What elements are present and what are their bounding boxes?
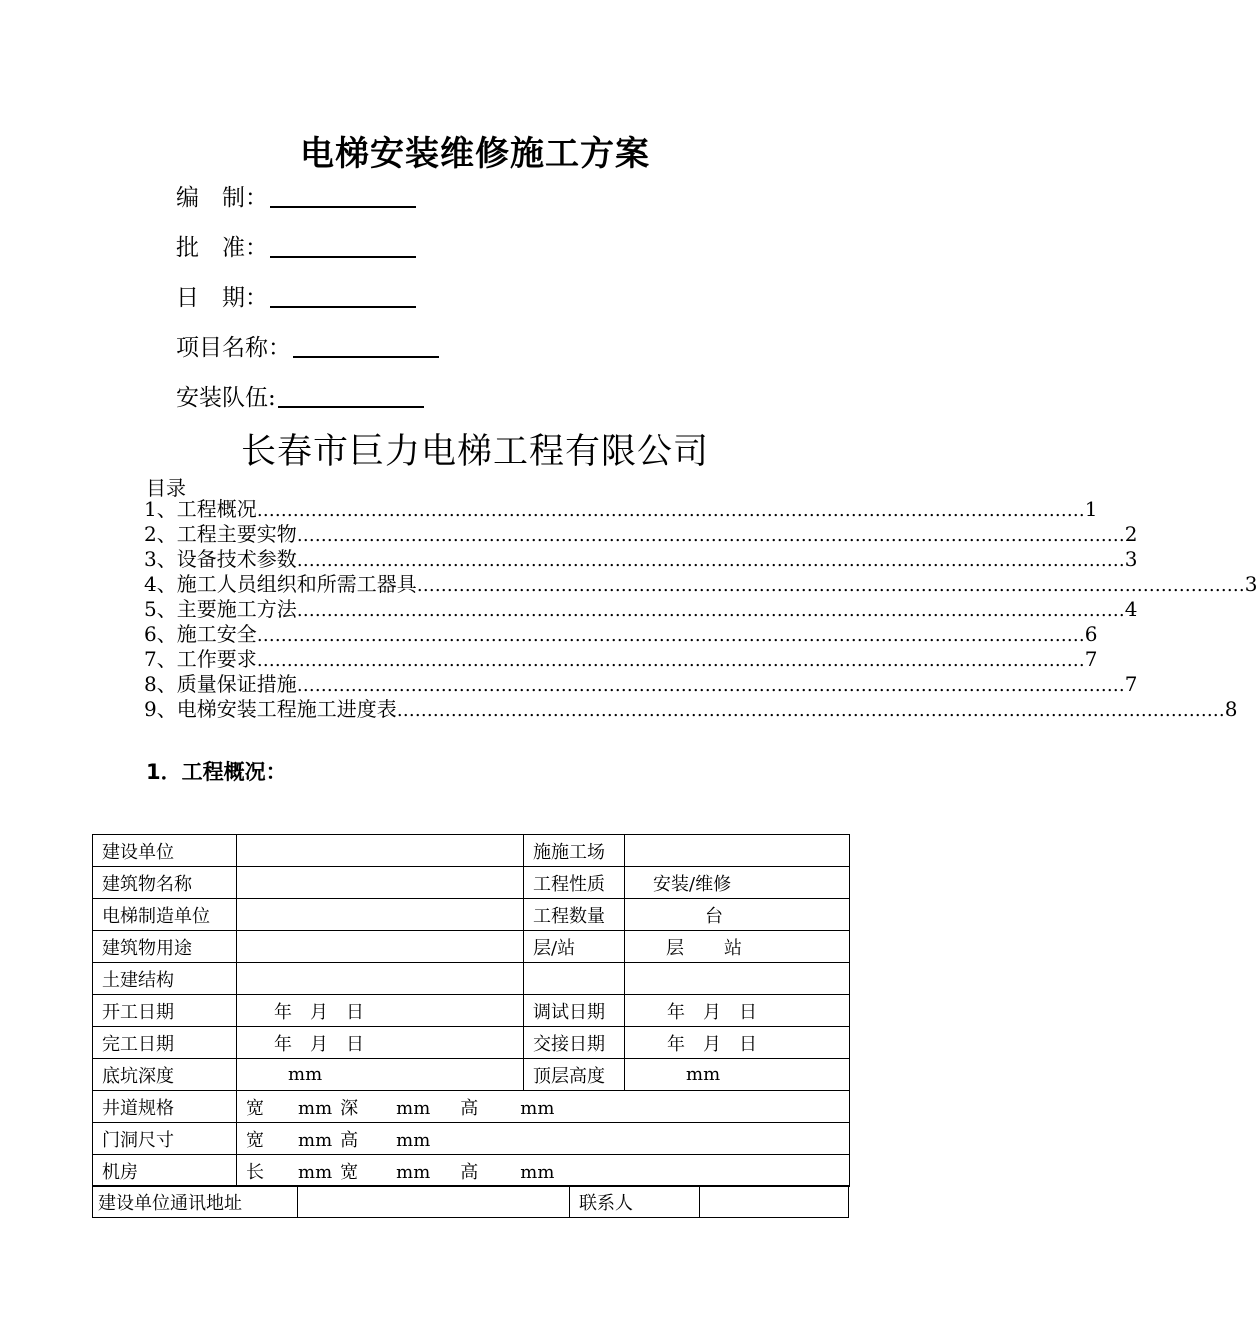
toc-item-page: 6 [1084, 622, 1098, 646]
cell-value[interactable]: 年 月 日 [625, 995, 850, 1027]
document-title: 电梯安装维修施工方案 [300, 134, 650, 174]
cell-label: 建设单位通讯地址 [93, 1186, 298, 1218]
toc-item-text: 8、质量保证措施 [144, 672, 297, 696]
cell-label: 完工日期 [93, 1027, 237, 1059]
toc-item-page: 1 [1084, 497, 1098, 521]
field-date [176, 282, 416, 314]
toc-item-text: 5、主要施工方法 [144, 597, 297, 621]
toc-item-text: 6、施工安全 [144, 622, 257, 646]
toc-item-page: 3 [1124, 547, 1138, 571]
cell-value[interactable]: 安装/维修 [625, 867, 850, 899]
field-label: 批 准： [176, 235, 268, 261]
section-heading: 1．工程概况： [146, 760, 287, 784]
cell-label: 联系人 [570, 1186, 700, 1218]
cell-value[interactable]: 年 月 日 [237, 1027, 524, 1059]
cell-value[interactable] [237, 1123, 850, 1155]
height-label: 高 [340, 1129, 359, 1151]
field-label: 项目名称： [176, 335, 291, 361]
unit: mm [396, 1161, 431, 1183]
cell-label: 建筑物用途 [93, 931, 237, 963]
toc-item[interactable] [144, 572, 1257, 597]
field-approved-by [176, 232, 416, 264]
toc-leader: ………………………………………………………………………………………………………………………… [256, 650, 1085, 671]
company-name: 长春市巨力电梯工程有限公司 [240, 432, 709, 472]
floors-label: 层 [666, 937, 684, 959]
depth-label: 深 [340, 1097, 359, 1119]
toc-item[interactable] [144, 522, 1138, 547]
cell-label: 交接日期 [524, 1027, 625, 1059]
table-row [93, 867, 850, 899]
cell-label: 顶层高度 [524, 1059, 625, 1091]
toc-item[interactable] [144, 622, 1098, 647]
toc-leader: ………………………………………………………………………………………………………………………… [296, 675, 1125, 696]
toc-item[interactable] [144, 672, 1138, 697]
blank-line[interactable] [270, 182, 416, 208]
cell-value[interactable] [237, 835, 524, 867]
table-row [93, 1027, 850, 1059]
toc-item-page: 2 [1124, 522, 1138, 546]
cell-label: 工程性质 [524, 867, 625, 899]
cell-value[interactable]: mm [625, 1059, 850, 1091]
table-row [93, 963, 850, 995]
toc-item-text: 2、工程主要实物 [144, 522, 297, 546]
blank-line[interactable] [270, 282, 416, 308]
table-row [93, 1155, 850, 1187]
stations-label: 站 [724, 937, 742, 959]
toc-item-page: 3 [1244, 572, 1257, 596]
cell-label: 门洞尺寸 [93, 1123, 237, 1155]
table-row [93, 1186, 849, 1218]
toc-item-page: 4 [1124, 597, 1138, 621]
cell-label: 施施工场 [524, 835, 625, 867]
cell-value[interactable]: 台 [625, 899, 850, 931]
toc-item-text: 7、工作要求 [144, 647, 257, 671]
width-label: 宽 [340, 1161, 359, 1183]
cell-label: 开工日期 [93, 995, 237, 1027]
toc-leader: ………………………………………………………………………………………………………………………… [296, 550, 1125, 571]
toc-leader: ………………………………………………………………………………………………………………………… [416, 575, 1245, 596]
table-row [93, 1059, 850, 1091]
cell-value[interactable] [625, 931, 850, 963]
cell-value[interactable]: mm [237, 1059, 524, 1091]
contact-table [92, 1185, 849, 1218]
cell-value[interactable]: 年 月 日 [237, 995, 524, 1027]
cell-label: 建筑物名称 [93, 867, 237, 899]
toc-item-text: 9、电梯安装工程施工进度表 [144, 697, 397, 721]
toc-leader: ………………………………………………………………………………………………………………………… [296, 600, 1125, 621]
cell-value[interactable]: 年 月 日 [625, 1027, 850, 1059]
blank-line[interactable] [278, 382, 424, 408]
toc-item-page: 8 [1224, 697, 1238, 721]
table-row [93, 995, 850, 1027]
cell-value[interactable] [625, 835, 850, 867]
cell-label: 调试日期 [524, 995, 625, 1027]
cell-value[interactable] [237, 899, 524, 931]
toc-item-text: 3、设备技术参数 [144, 547, 297, 571]
cell-label: 电梯制造单位 [93, 899, 237, 931]
table-row [93, 1123, 850, 1155]
unit: mm [298, 1161, 333, 1183]
cell-label: 工程数量 [524, 899, 625, 931]
toc-leader: ………………………………………………………………………………………………………………………… [256, 500, 1085, 521]
toc-item[interactable] [144, 597, 1138, 622]
width-label: 宽 [246, 1097, 264, 1119]
cell-label: 底坑深度 [93, 1059, 237, 1091]
cell-value[interactable] [237, 867, 524, 899]
cell-value[interactable] [700, 1186, 849, 1218]
toc-item-page: 7 [1124, 672, 1138, 696]
toc-item-text: 4、施工人员组织和所需工器具 [144, 572, 417, 596]
unit: mm [520, 1097, 555, 1119]
blank-line[interactable] [293, 332, 439, 358]
cell-value[interactable] [237, 1155, 850, 1187]
cell-label [524, 963, 625, 995]
unit: mm [298, 1097, 333, 1119]
table-row [93, 931, 850, 963]
cell-label: 建设单位 [93, 835, 237, 867]
cell-label: 机房 [93, 1155, 237, 1187]
toc-leader: ………………………………………………………………………………………………………………………… [296, 525, 1125, 546]
project-overview-table [92, 834, 850, 1187]
field-label: 安装队伍: [176, 385, 276, 411]
toc-item[interactable] [144, 547, 1138, 572]
cell-label: 土建结构 [93, 963, 237, 995]
cell-value[interactable] [237, 931, 524, 963]
toc-item-page: 7 [1084, 647, 1098, 671]
toc-heading: 目录 [146, 476, 186, 500]
toc-item[interactable] [144, 647, 1098, 672]
toc-leader: ………………………………………………………………………………………………………………………… [396, 700, 1225, 721]
length-label: 长 [246, 1161, 264, 1183]
toc-item[interactable] [144, 497, 1098, 522]
cell-value[interactable] [237, 1091, 850, 1123]
unit: mm [396, 1097, 431, 1119]
blank-line[interactable] [270, 232, 416, 258]
unit: mm [298, 1129, 333, 1151]
table-row [93, 835, 850, 867]
height-label: 高 [460, 1097, 479, 1119]
field-compiled-by [176, 182, 416, 214]
toc-leader: ………………………………………………………………………………………………………………………… [256, 625, 1085, 646]
cell-value[interactable] [237, 963, 524, 995]
field-label: 日 期： [176, 285, 268, 311]
cell-value[interactable] [625, 963, 850, 995]
unit: mm [396, 1129, 431, 1151]
cell-label: 层/站 [524, 931, 625, 963]
toc-item[interactable] [144, 697, 1238, 722]
field-install-team [176, 382, 424, 414]
height-label: 高 [460, 1161, 479, 1183]
cell-value[interactable] [298, 1186, 570, 1218]
table-row [93, 899, 850, 931]
table-of-contents [144, 497, 1257, 722]
table-row [93, 1091, 850, 1123]
cell-label: 井道规格 [93, 1091, 237, 1123]
field-label: 编 制： [176, 185, 268, 211]
field-project-name [176, 332, 439, 364]
width-label: 宽 [246, 1129, 264, 1151]
unit: mm [520, 1161, 555, 1183]
toc-item-text: 1、工程概况 [144, 497, 257, 521]
